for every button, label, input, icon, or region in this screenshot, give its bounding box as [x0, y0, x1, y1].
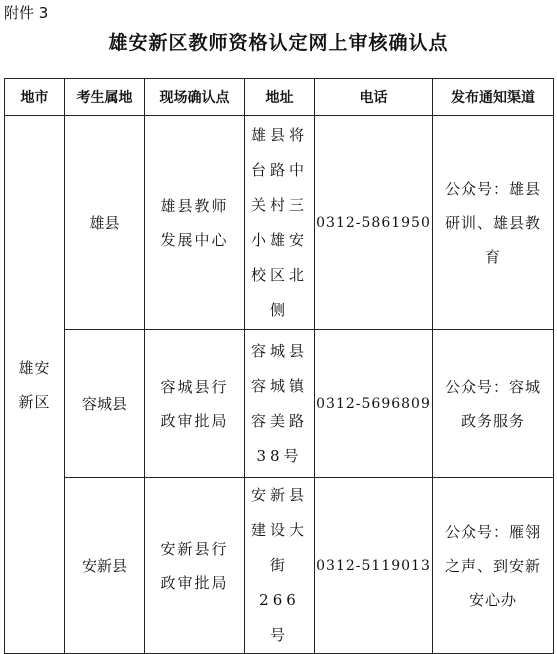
site-cell: 雄县教师发展中心 [145, 116, 245, 330]
header-county: 考生属地 [65, 79, 145, 116]
table-header-row [5, 79, 554, 116]
header-phone: 电话 [315, 79, 433, 116]
phone-cell: 0312-5119013 [315, 478, 433, 654]
site-cell: 容城县行政审批局 [145, 330, 245, 478]
address-cell: 容城县容城镇容美路38号 [245, 330, 315, 478]
phone-cell: 0312-5696809 [315, 330, 433, 478]
county-cell: 雄县 [65, 116, 145, 330]
county-cell: 容城县 [65, 330, 145, 478]
table-row [5, 478, 554, 654]
phone-cell: 0312-5861950 [315, 116, 433, 330]
header-address: 地址 [245, 79, 315, 116]
header-city: 地市 [5, 79, 65, 116]
table-row [5, 330, 554, 478]
address-cell: 安新县建设大街266号 [245, 478, 315, 654]
header-channel: 发布通知渠道 [433, 79, 554, 116]
page-title: 雄安新区教师资格认定网上审核确认点 [108, 32, 449, 54]
address-cell: 雄县将台路中关村三小雄安校区北侧 [245, 116, 315, 330]
header-site: 现场确认点 [145, 79, 245, 116]
channel-cell: 公众号：雄县研训、雄县教育 [433, 116, 554, 330]
region-cell: 雄安新区 [5, 116, 65, 654]
channel-cell: 公众号：容城政务服务 [433, 330, 554, 478]
site-cell: 安新县行政审批局 [145, 478, 245, 654]
channel-cell: 公众号：雁翎之声、到安新安心办 [433, 478, 554, 654]
county-cell: 安新县 [65, 478, 145, 654]
attachment-label: 附件 3 [4, 4, 49, 22]
table-row [5, 116, 554, 330]
confirmation-sites-table [4, 78, 554, 654]
